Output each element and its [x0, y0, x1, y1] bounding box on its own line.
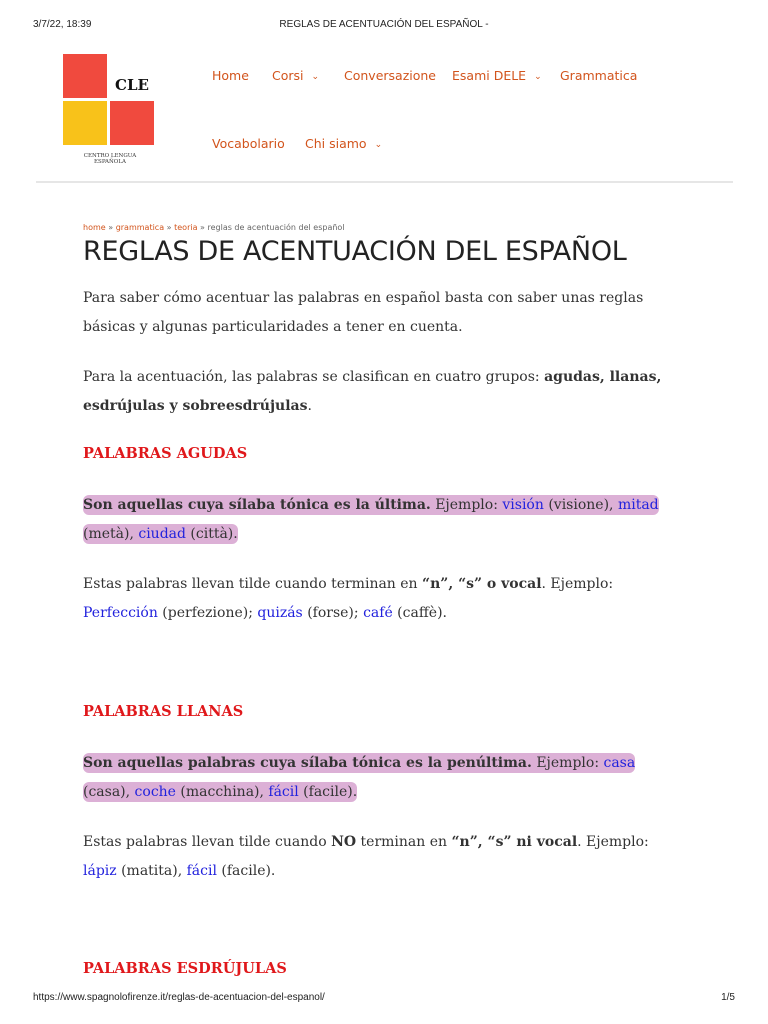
llanas-ex1-link[interactable]: casa: [603, 755, 636, 771]
agudas-ex2-tr: (metà),: [83, 526, 139, 542]
agudas-r1-link[interactable]: Perfección: [83, 605, 158, 621]
logo-square-red-2: [110, 101, 154, 145]
intro-paragraph-1: Para saber cómo acentuar las palabras en español basta con saber unas reglas básicas y algunas particularidades a tener en cuenta.: [83, 290, 644, 335]
intro-paragraph-2: [83, 363, 683, 421]
nav-grammatica[interactable]: Grammatica: [560, 68, 638, 83]
heading-llanas: PALABRAS LLANAS: [83, 703, 244, 720]
logo-square-red: [63, 54, 107, 98]
chevron-down-icon: ⌄: [311, 72, 320, 82]
nav-home[interactable]: Home: [212, 68, 249, 83]
breadcrumb-home[interactable]: home: [83, 223, 106, 232]
agudas-ex1-tr: (visione),: [543, 497, 618, 513]
agudas-ex2-link[interactable]: mitad: [617, 497, 659, 513]
agudas-highlight: [83, 495, 659, 544]
llanas-ex3-tr: (facile).: [298, 784, 358, 800]
print-page-number: 1/5: [721, 992, 735, 1003]
logo-square-yellow: [63, 101, 107, 145]
llanas-rule-bold: “n”, “s” ni vocal: [451, 834, 578, 850]
breadcrumb-grammatica[interactable]: grammatica: [115, 223, 165, 232]
agudas-r3-link[interactable]: café: [363, 605, 393, 621]
agudas-r2-link[interactable]: quizás: [257, 605, 303, 621]
nav-esami-dele-label: Esami DELE: [452, 68, 527, 83]
print-url: https://www.spagnolofirenze.it/reglas-de-acentuacion-del-espanol/: [33, 992, 325, 1003]
breadcrumb-sep: »: [166, 223, 172, 232]
llanas-rule-end: . Ejemplo:: [577, 834, 649, 850]
llanas-ejemplo: Ejemplo:: [531, 755, 604, 771]
breadcrumb-teoria[interactable]: teoria: [174, 223, 198, 232]
print-header: [0, 0, 768, 40]
llanas-rule: [83, 828, 683, 886]
intro-p2-bold: agudas, llanas, esdrújulas y sobreesdrújulas: [83, 369, 662, 414]
agudas-r1-tr: (perfezione);: [157, 605, 258, 621]
agudas-rule-start: Estas palabras llevan tilde cuando terminan en: [83, 576, 423, 592]
nav-conversazione[interactable]: Conversazione: [344, 68, 436, 83]
breadcrumb-current: reglas de acentuación del español: [207, 223, 345, 232]
nav-chi-siamo-label: Chi siamo: [305, 136, 367, 151]
intro-p2-end: .: [307, 398, 312, 414]
llanas-r2-tr: (facile).: [216, 863, 276, 879]
llanas-r2-link[interactable]: fácil: [186, 863, 217, 879]
agudas-r3-tr: (caffè).: [392, 605, 447, 621]
agudas-ex1-link[interactable]: visión: [502, 497, 544, 513]
heading-esdrujulas: PALABRAS ESDRÚJULAS: [83, 960, 287, 977]
logo-subtitle: [57, 153, 163, 165]
breadcrumb-sep: »: [108, 223, 114, 232]
site-logo[interactable]: [63, 54, 156, 172]
agudas-r2-tr: (forse);: [302, 605, 364, 621]
llanas-ex2-link[interactable]: coche: [134, 784, 176, 800]
header-divider: [36, 181, 733, 183]
logo-subtitle-2: ESPAÑOLA: [94, 159, 126, 165]
agudas-ejemplo: Ejemplo:: [430, 497, 503, 513]
agudas-def-bold: Son aquellas cuya sílaba tónica es la última.: [83, 497, 431, 513]
logo-text: CLE: [115, 76, 149, 94]
llanas-ex2-tr: (macchina),: [175, 784, 269, 800]
breadcrumb: [83, 223, 345, 232]
breadcrumb-sep: »: [200, 223, 205, 232]
nav-vocabolario[interactable]: Vocabolario: [212, 136, 285, 151]
llanas-highlight: [83, 753, 635, 802]
agudas-rule-bold: “n”, “s” o vocal: [422, 576, 542, 592]
print-date: 3/7/22, 18:39: [33, 19, 92, 30]
nav-chi-siamo[interactable]: [305, 136, 382, 151]
agudas-definition: [83, 491, 663, 549]
logo-subtitle-1: CENTRO LENGUA: [83, 153, 137, 159]
nav-corsi-label: Corsi: [272, 68, 304, 83]
llanas-rule-mid: terminan en: [356, 834, 452, 850]
agudas-ex3-tr: (città).: [185, 526, 238, 542]
print-footer: [0, 988, 768, 1008]
llanas-ex3-link[interactable]: fácil: [268, 784, 299, 800]
agudas-rule: [83, 570, 683, 628]
llanas-def-bold: Son aquellas palabras cuya sílaba tónica es la penúltima.: [83, 755, 532, 771]
intro-p2-start: Para la acentuación, las palabras se clasifican en cuatro grupos:: [83, 369, 545, 385]
llanas-ex1-tr: (casa),: [83, 784, 135, 800]
chevron-down-icon: ⌄: [534, 72, 542, 82]
llanas-rule-no: NO: [331, 834, 357, 850]
llanas-definition: [83, 749, 683, 807]
llanas-r1-link[interactable]: lápiz: [83, 863, 117, 879]
nav-corsi[interactable]: [272, 68, 319, 83]
heading-agudas: PALABRAS AGUDAS: [83, 445, 248, 462]
agudas-ex3-link[interactable]: ciudad: [138, 526, 186, 542]
nav-esami-dele[interactable]: [452, 68, 542, 83]
page-title: REGLAS DE ACENTUACIÓN DEL ESPAÑOL: [83, 236, 627, 267]
llanas-rule-start: Estas palabras llevan tilde cuando: [83, 834, 332, 850]
agudas-rule-end: . Ejemplo:: [541, 576, 614, 592]
chevron-down-icon: ⌄: [374, 140, 383, 150]
llanas-r1-tr: (matita),: [116, 863, 187, 879]
print-title: REGLAS DE ACENTUACIÓN DEL ESPAÑOL -: [279, 19, 489, 30]
